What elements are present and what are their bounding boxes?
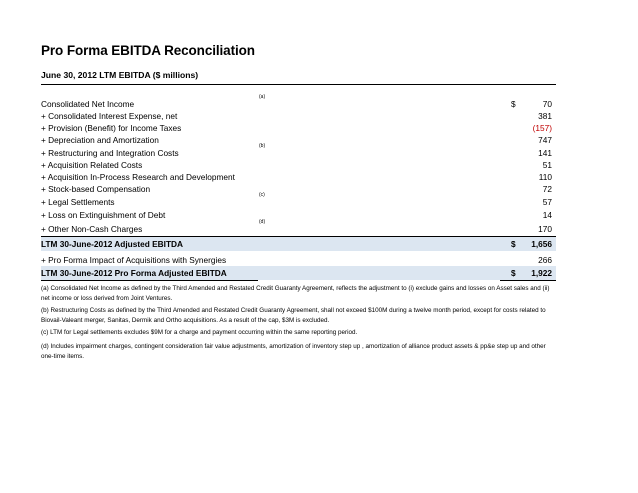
row-label: + Other Non-Cash Charges	[41, 224, 143, 234]
row-label: + Loss on Extinguishment of Debt	[41, 210, 166, 220]
row-value: 747	[538, 135, 552, 145]
row-acquisition-costs	[41, 159, 556, 171]
row-value: 110	[538, 172, 552, 182]
footnote-b: (b) Restructuring Costs as defined by the Third Amended and Restated Credit Guaranty Agreement, shall not exceed $100M during a twelve month period, except for costs related to Biovail-Valeant merger, Sanitas, Dermik and Ortho acquisitions. As a result of the cap, $3M is excluded.	[41, 307, 546, 324]
row-value: 72	[542, 184, 552, 194]
row-value: 170	[538, 224, 552, 234]
row-label: + Restructuring and Integration Costs	[41, 148, 179, 158]
footnote-d: (d) Includes impairment charges, contingent consideration fair value adjustments, amortization of inventory step up , amortization of alliance product assets & pp&e step up and other one-time items.	[41, 343, 546, 360]
footnote-ref: (c)	[259, 192, 265, 198]
row-label: Consolidated Net Income	[41, 99, 135, 109]
footnote-ref: (d)	[259, 219, 266, 225]
total-value-rule	[500, 280, 556, 281]
row-label: + Stock-based Compensation	[41, 184, 151, 194]
subtitle-underline	[41, 84, 556, 85]
currency-symbol: $	[511, 268, 516, 278]
row-adjusted-ebitda	[41, 238, 556, 250]
row-value: 381	[538, 111, 552, 121]
row-synergies	[41, 254, 556, 266]
row-income-taxes	[41, 122, 556, 134]
row-value: 51	[542, 160, 552, 170]
footnote-c: (c) LTM for Legal settlements excludes $9M for a charge and payment occurring within the same reporting period.	[41, 329, 358, 336]
row-pro-forma-adjusted-ebitda	[41, 267, 556, 279]
row-value: (157)	[532, 123, 552, 133]
row-label: + Pro Forma Impact of Acquisitions with Synergies	[41, 255, 227, 265]
report-subtitle: June 30, 2012 LTM EBITDA ($ millions)	[41, 70, 199, 80]
row-depreciation	[41, 134, 556, 146]
row-value: 70	[542, 99, 552, 109]
row-restructuring	[41, 143, 556, 159]
row-acquisition-iprd	[41, 171, 556, 183]
row-label: LTM 30-June-2012 Pro Forma Adjusted EBITDA	[41, 268, 227, 278]
page-title: Pro Forma EBITDA Reconciliation	[41, 43, 255, 58]
row-value: 1,656	[531, 239, 552, 249]
row-legal-settlements	[41, 192, 556, 208]
row-value: 57	[542, 197, 552, 207]
row-value: 141	[538, 148, 552, 158]
row-label: + Acquisition In-Process Research and Development	[41, 172, 235, 182]
total-rule	[41, 280, 258, 281]
row-value: 1,922	[531, 268, 552, 278]
footnote-a: (a) Consolidated Net Income as defined by the Third Amended and Restated Credit Guaranty Agreement, reflects the adjustment to (i) exclude gains and losses on Asset sales and (ii) net income or loss derived from Joint Ventures.	[41, 285, 550, 302]
row-label: + Depreciation and Amortization	[41, 135, 159, 145]
row-value: 14	[542, 210, 552, 220]
row-stock-compensation	[41, 183, 556, 195]
row-label: + Provision (Benefit) for Income Taxes	[41, 123, 182, 133]
row-interest-expense	[41, 110, 556, 122]
row-value: 266	[538, 255, 552, 265]
currency-symbol: $	[511, 99, 516, 109]
row-label: LTM 30-June-2012 Adjusted EBITDA	[41, 239, 183, 249]
row-label: + Consolidated Interest Expense, net	[41, 111, 178, 121]
footnote-ref: (b)	[259, 143, 266, 149]
footnote-ref: (a)	[259, 94, 266, 100]
row-label: + Acquisition Related Costs	[41, 160, 143, 170]
row-label: + Legal Settlements	[41, 197, 115, 207]
row-other-non-cash	[41, 219, 556, 235]
row-consolidated-net-income	[41, 94, 556, 110]
row-debt-extinguishment	[41, 209, 556, 221]
currency-symbol: $	[511, 239, 516, 249]
subtotal-rule	[41, 236, 556, 237]
